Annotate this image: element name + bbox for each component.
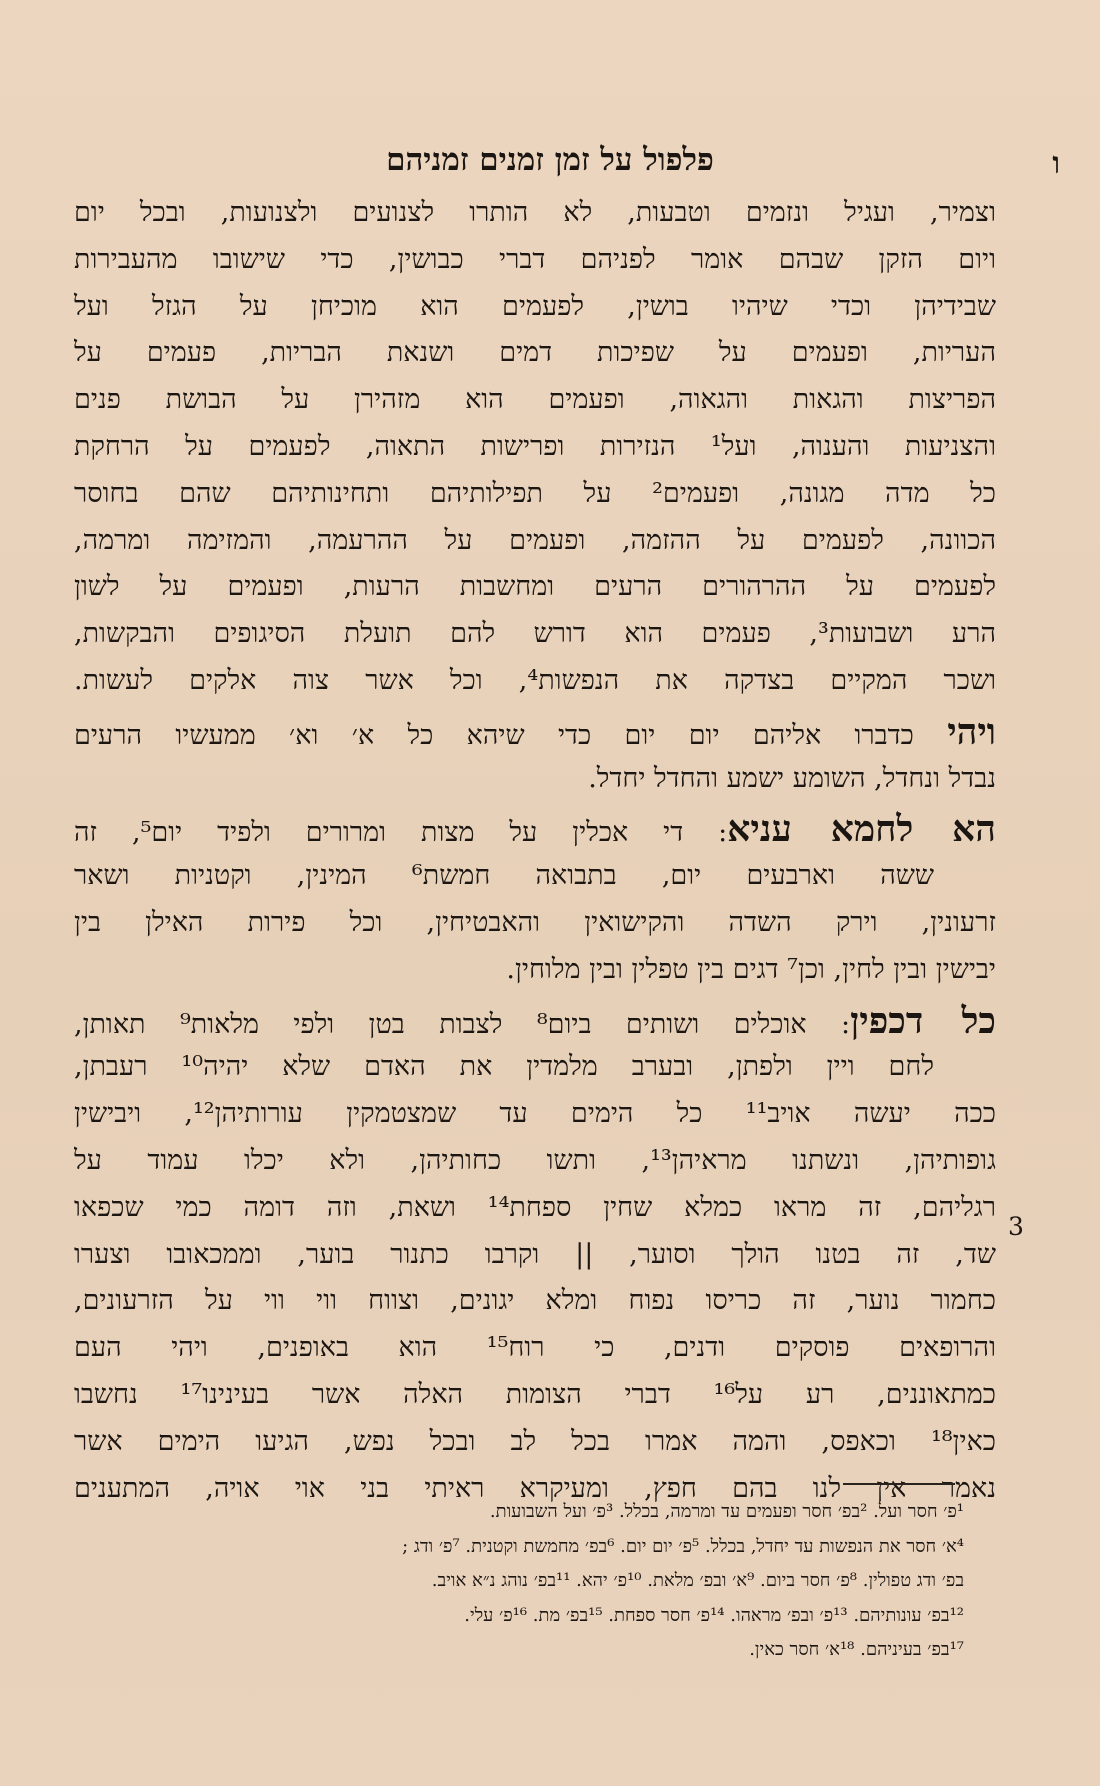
page-number: ו — [1052, 146, 1060, 181]
footnote-line: ¹²בפ׳ עונותיהם. ¹³פ׳ ובפ׳ מראהו. ¹⁴פ׳ חסר ספחת. ¹⁵בפ׳ מת. ¹⁶פ׳ עלי. — [464, 1604, 964, 1626]
text-line: יבישין ובין לחין, וכן⁷ דגים בין טפלין ובין מלוחין. — [506, 953, 996, 985]
text-line: כאין¹⁸ וכאפס, והמה אמרו בכל לב ובכל נפש, הגיעו הימים אשר — [74, 1425, 996, 1457]
footnote-line: בפ׳ ודג טפולין. ⁸פ׳ חסר ביום. ⁹א׳ ובפ׳ מלאת. ¹⁰פ׳ יהא. ¹¹בפ׳ נוהג נ״א אויב. — [431, 1570, 964, 1591]
footnote-line: ¹⁷בפ׳ בעיניהם. ¹⁸א׳ חסר כאין. — [749, 1639, 964, 1660]
footnote-line: ¹פ׳ חסר ועל. ²בפ׳ חסר ופעמים עד ומרמה, בכלל. ³פ׳ ועל השבועות. — [489, 1501, 964, 1522]
running-head — [0, 138, 1100, 190]
text-line: ויהי כדברו אליהם יום יום כדי שיהא כל א׳ וא׳ ממעשיו הרעים — [74, 710, 996, 753]
text-line: הרע ושבועות³, פעמים הוא דורש להם תועלת הסיגופים והבקשות, — [74, 618, 996, 650]
footnote-line: ⁴א׳ חסר את הנפשות עד יחדל, בכלל. ⁵פ׳ יום יום. ⁶בפ׳ מחמשת וקטנית. ⁷פ׳ ודג ; — [402, 1535, 964, 1557]
main-text — [74, 190, 996, 1512]
text-line: ככה יעשה אויב¹¹ כל הימים עד שמצטמקין עורותיהן¹², ויבישין — [74, 1098, 996, 1130]
footnote-divider — [843, 1483, 955, 1485]
paragraph-lead-word: ויהי — [947, 710, 996, 753]
text-line: כחמור נוער, זה כריסו נפוח ומלא יגונים, וצווח ווי ווי על הזרעונים, — [74, 1285, 996, 1317]
text-line: שד, זה בטנו הולך וסוער, || וקרבו כתנור בוער, וממכאובו וצערו — [74, 1238, 996, 1270]
text-line: כמתאוננים, רע על¹⁶ דברי הצומות האלה אשר בעינינו¹⁷ נחשבו — [74, 1378, 996, 1410]
paragraph-lead-word: כל דכפין — [850, 999, 996, 1042]
text-line: ששה וארבעים יום, בתבואה חמשת⁶ המינין, וקטניות ושאר — [74, 860, 934, 892]
text-line: והצניעות והענוה, ועל¹ הנזירות ופרישות התאוה, לפעמים על הרחקת — [74, 430, 996, 462]
text-line: רגליהם, זה מראו כמלא שחין ספחת¹⁴ ושאת, וזה דומה כמי שכפאו — [74, 1191, 996, 1223]
text-line: הכוונה, לפעמים על ההזמה, ופעמים על ההרעמה, והמזימה ומרמה, — [74, 524, 996, 556]
margin-number: 3 — [1008, 1212, 1024, 1241]
text-line: גופותיהן, ונשתנו מראיהן¹³, ותשו כחותיהן, ולא יכלו עמוד על — [74, 1144, 996, 1176]
text-line: נאמר אין לנו בהם חפץ, ומעיקרא ראיתי בני אוי אויה, המתענים — [74, 1472, 996, 1504]
text-line: כל דכפין: אוכלים ושותים ביום⁸ לצבות בטן ולפי מלאות⁹ תאותן, — [74, 999, 996, 1042]
paragraph-lead-word: הא לחמא עניא — [727, 808, 996, 851]
text-line: העריות, ופעמים על שפיכות דמים ושנאת הבריות, פעמים על — [74, 337, 996, 369]
running-title: פלפול על זמן זמנים זמניהם — [386, 142, 714, 178]
text-line: לחם ויין ולפתן, ובערב מלמדין את האדם שלא יהיה¹⁰ רעבתן, — [74, 1051, 934, 1083]
text-line: לפעמים על ההרהורים הרעים ומחשבות הרעות, ופעמים על לשון — [74, 571, 996, 603]
footnotes — [74, 1495, 964, 1668]
text-line: הא לחמא עניא: די אכלין על מצות ומרורים ולפיד יום⁵, זה — [74, 808, 996, 851]
text-line: כל מדה מגונה, ופעמים² על תפילותיהם ותחינותיהם שהם בחוסר — [74, 477, 996, 509]
text-line: וצמיר, ועגיל ונזמים וטבעות, לא הותרו לצנועים ולצנועות, ובכל יום — [74, 197, 996, 228]
text-line: ויום הזקן שבהם אומר לפניהם דברי כבושין, כדי שישובו מהעבירות — [74, 243, 996, 275]
text-line: הפריצות והגאות והגאוה, ופעמים הוא מזהירן על הבושת פנים — [74, 384, 996, 416]
text-line: נבדל ונחדל, השומע ישמע והחדל יחדל. — [588, 762, 996, 794]
text-line: שבידיהן וכדי שיהיו בושין, לפעמים הוא מוכיחן על הגזל ועל — [74, 290, 996, 322]
text-line: והרופאים פוסקים ודנים, כי רוח¹⁵ הוא באופנים, ויהי העם — [74, 1332, 996, 1364]
text-line: ושכר המקיים בצדקה את הנפשות⁴, וכל אשר צוה אלקים לעשות. — [74, 664, 996, 696]
text-line: זרעונין, וירק השדה והקישואין והאבטיחין, וכל פירות האילן בין — [74, 906, 996, 938]
